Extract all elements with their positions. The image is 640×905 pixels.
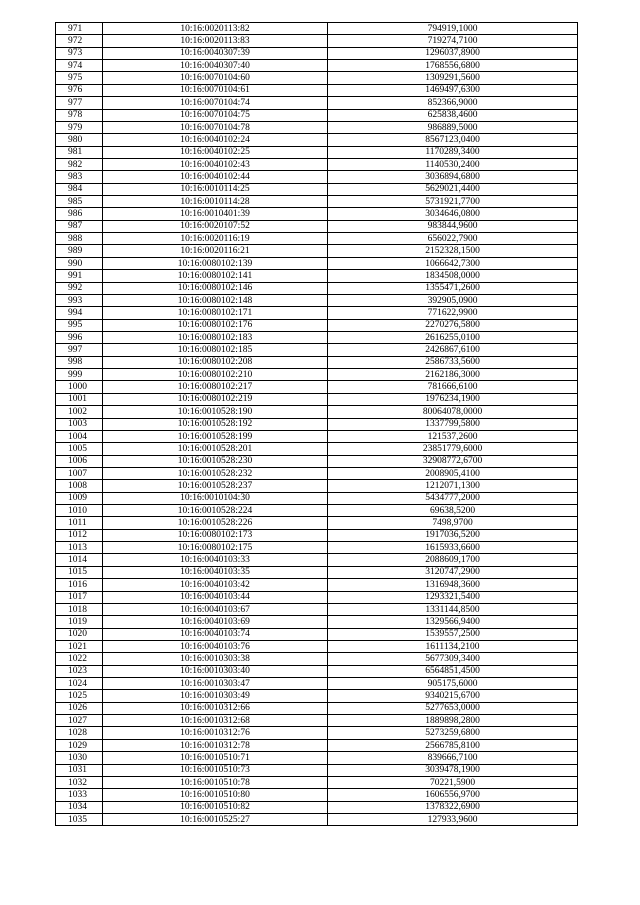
table-row (56, 418, 578, 430)
cadastral-number-cell: 10:16:0010528:232 (103, 467, 328, 479)
table-row (56, 307, 578, 319)
table-row (56, 282, 578, 294)
row-number-cell: 1008 (56, 480, 103, 492)
row-number-cell: 990 (56, 257, 103, 269)
table-row (56, 393, 578, 405)
table-row (56, 789, 578, 801)
cadastral-value-cell: 1337799,5800 (328, 418, 578, 430)
cadastral-number-cell: 10:16:0010303:47 (103, 678, 328, 690)
table-row (56, 715, 578, 727)
cadastral-number-cell: 10:16:0010510:73 (103, 764, 328, 776)
row-number-cell: 1027 (56, 715, 103, 727)
table-row (56, 233, 578, 245)
row-number-cell: 1004 (56, 430, 103, 442)
cadastral-value-cell: 80064078,0000 (328, 406, 578, 418)
table-row (56, 344, 578, 356)
row-number-cell: 981 (56, 146, 103, 158)
table-row (56, 653, 578, 665)
cadastral-value-cell: 1917036,5200 (328, 529, 578, 541)
cadastral-value-cell: 5731921,7700 (328, 196, 578, 208)
cadastral-number-cell: 10:16:0010312:68 (103, 715, 328, 727)
row-number-cell: 989 (56, 245, 103, 257)
cadastral-number-cell: 10:16:0080102:148 (103, 294, 328, 306)
table-row (56, 566, 578, 578)
table-row (56, 616, 578, 628)
table-row (56, 467, 578, 479)
table-row (56, 257, 578, 269)
cadastral-value-cell: 2152328,1500 (328, 245, 578, 257)
cadastral-number-cell: 10:16:0010528:199 (103, 430, 328, 442)
cadastral-number-cell: 10:16:0080102:171 (103, 307, 328, 319)
row-number-cell: 987 (56, 220, 103, 232)
cadastral-number-cell: 10:16:0010303:40 (103, 665, 328, 677)
cadastral-number-cell: 10:16:0040103:33 (103, 554, 328, 566)
table-row (56, 529, 578, 541)
cadastral-number-cell: 10:16:0080102:217 (103, 381, 328, 393)
table-row (56, 628, 578, 640)
cadastral-value-cell: 3036894,6800 (328, 171, 578, 183)
table-row (56, 455, 578, 467)
cadastral-number-cell: 10:16:0010528:230 (103, 455, 328, 467)
cadastral-value-cell: 1296037,8900 (328, 47, 578, 59)
cadastral-number-cell: 10:16:0040102:25 (103, 146, 328, 158)
cadastral-number-cell: 10:16:0040103:35 (103, 566, 328, 578)
cadastral-value-cell: 781666,6100 (328, 381, 578, 393)
row-number-cell: 1006 (56, 455, 103, 467)
table-row (56, 752, 578, 764)
row-number-cell: 1009 (56, 492, 103, 504)
cadastral-value-cell: 1768556,6800 (328, 60, 578, 72)
row-number-cell: 983 (56, 171, 103, 183)
cadastral-value-cell: 127933,9600 (328, 814, 578, 826)
cadastral-value-cell: 7498,9700 (328, 517, 578, 529)
row-number-cell: 1023 (56, 665, 103, 677)
table-row (56, 97, 578, 109)
cadastral-number-cell: 10:16:0010104:30 (103, 492, 328, 504)
table-row (56, 430, 578, 442)
cadastral-number-cell: 10:16:0080102:175 (103, 542, 328, 554)
cadastral-number-cell: 10:16:0020113:82 (103, 23, 328, 35)
row-number-cell: 999 (56, 369, 103, 381)
table-row (56, 443, 578, 455)
row-number-cell: 995 (56, 319, 103, 331)
table-row (56, 801, 578, 813)
row-number-cell: 971 (56, 23, 103, 35)
row-number-cell: 1015 (56, 566, 103, 578)
cadastral-value-cell: 1539557,2500 (328, 628, 578, 640)
cadastral-number-cell: 10:16:0070104:78 (103, 121, 328, 133)
cadastral-number-cell: 10:16:0080102:185 (103, 344, 328, 356)
table-row (56, 270, 578, 282)
cadastral-value-cell: 1066642,7300 (328, 257, 578, 269)
row-number-cell: 1010 (56, 505, 103, 517)
table-row (56, 245, 578, 257)
row-number-cell: 993 (56, 294, 103, 306)
cadastral-number-cell: 10:16:0010312:78 (103, 739, 328, 751)
table-row (56, 690, 578, 702)
row-number-cell: 972 (56, 35, 103, 47)
cadastral-value-cell: 1611134,2100 (328, 640, 578, 652)
cadastral-number-cell: 10:16:0040103:44 (103, 591, 328, 603)
table-row (56, 381, 578, 393)
cadastral-value-cell: 719274,7100 (328, 35, 578, 47)
row-number-cell: 977 (56, 97, 103, 109)
row-number-cell: 1002 (56, 406, 103, 418)
cadastral-number-cell: 10:16:0040102:43 (103, 158, 328, 170)
row-number-cell: 1024 (56, 678, 103, 690)
row-number-cell: 1012 (56, 529, 103, 541)
table-row (56, 665, 578, 677)
cadastral-number-cell: 10:16:0080102:183 (103, 331, 328, 343)
cadastral-value-cell: 2270276,5800 (328, 319, 578, 331)
row-number-cell: 1032 (56, 776, 103, 788)
cadastral-number-cell: 10:16:0010528:192 (103, 418, 328, 430)
table-row (56, 554, 578, 566)
row-number-cell: 998 (56, 356, 103, 368)
cadastral-number-cell: 10:16:0040103:69 (103, 616, 328, 628)
cadastral-value-cell: 2426867,6100 (328, 344, 578, 356)
cadastral-number-cell: 10:16:0020113:83 (103, 35, 328, 47)
cadastral-number-cell: 10:16:0010528:226 (103, 517, 328, 529)
row-number-cell: 1034 (56, 801, 103, 813)
row-number-cell: 1035 (56, 814, 103, 826)
row-number-cell: 1016 (56, 579, 103, 591)
cadastral-value-cell: 392905,0900 (328, 294, 578, 306)
cadastral-number-cell: 10:16:0020116:19 (103, 233, 328, 245)
cadastral-number-cell: 10:16:0010510:80 (103, 789, 328, 801)
cadastral-value-cell: 5677309,3400 (328, 653, 578, 665)
row-number-cell: 1003 (56, 418, 103, 430)
cadastral-number-cell: 10:16:0040103:76 (103, 640, 328, 652)
table-row (56, 146, 578, 158)
cadastral-number-cell: 10:16:0010528:190 (103, 406, 328, 418)
table-row (56, 603, 578, 615)
row-number-cell: 1028 (56, 727, 103, 739)
row-number-cell: 978 (56, 109, 103, 121)
cadastral-number-cell: 10:16:0070104:60 (103, 72, 328, 84)
table-row (56, 579, 578, 591)
cadastral-number-cell: 10:16:0080102:146 (103, 282, 328, 294)
row-number-cell: 1026 (56, 702, 103, 714)
cadastral-value-cell: 121537,2600 (328, 430, 578, 442)
row-number-cell: 1029 (56, 739, 103, 751)
row-number-cell: 974 (56, 60, 103, 72)
table-row (56, 480, 578, 492)
table-row (56, 369, 578, 381)
cadastral-number-cell: 10:16:0080102:210 (103, 369, 328, 381)
cadastral-number-cell: 10:16:0040307:39 (103, 47, 328, 59)
table-row (56, 72, 578, 84)
cadastral-value-cell: 1355471,2600 (328, 282, 578, 294)
row-number-cell: 996 (56, 331, 103, 343)
cadastral-number-cell: 10:16:0010528:237 (103, 480, 328, 492)
row-number-cell: 991 (56, 270, 103, 282)
cadastral-value-cell: 3120747,2900 (328, 566, 578, 578)
row-number-cell: 992 (56, 282, 103, 294)
table-row (56, 702, 578, 714)
row-number-cell: 1022 (56, 653, 103, 665)
cadastral-value-cell: 1170289,3400 (328, 146, 578, 158)
cadastral-number-cell: 10:16:0010303:49 (103, 690, 328, 702)
cadastral-value-cell: 1615933,6600 (328, 542, 578, 554)
cadastral-value-cell: 1309291,5600 (328, 72, 578, 84)
cadastral-value-cell: 5629021,4400 (328, 183, 578, 195)
cadastral-value-cell: 1378322,6900 (328, 801, 578, 813)
cadastral-number-cell: 10:16:0010114:28 (103, 196, 328, 208)
cadastral-value-table (55, 22, 578, 826)
cadastral-value-cell: 2088609,1700 (328, 554, 578, 566)
row-number-cell: 976 (56, 84, 103, 96)
cadastral-value-cell: 2566785,8100 (328, 739, 578, 751)
cadastral-number-cell: 10:16:0080102:176 (103, 319, 328, 331)
cadastral-number-cell: 10:16:0020107:52 (103, 220, 328, 232)
cadastral-value-cell: 5434777,2000 (328, 492, 578, 504)
cadastral-number-cell: 10:16:0010312:66 (103, 702, 328, 714)
table-row (56, 158, 578, 170)
row-number-cell: 1021 (56, 640, 103, 652)
cadastral-number-cell: 10:16:0010510:82 (103, 801, 328, 813)
table-row (56, 739, 578, 751)
row-number-cell: 1011 (56, 517, 103, 529)
cadastral-value-cell: 9340215,6700 (328, 690, 578, 702)
cadastral-number-cell: 10:16:0010510:78 (103, 776, 328, 788)
table-row (56, 678, 578, 690)
cadastral-value-cell: 905175,6000 (328, 678, 578, 690)
cadastral-number-cell: 10:16:0010528:224 (103, 505, 328, 517)
cadastral-value-cell: 656022,7900 (328, 233, 578, 245)
cadastral-value-cell: 6564851,4500 (328, 665, 578, 677)
cadastral-number-cell: 10:16:0070104:74 (103, 97, 328, 109)
row-number-cell: 984 (56, 183, 103, 195)
cadastral-number-cell: 10:16:0010303:38 (103, 653, 328, 665)
cadastral-value-cell: 1316948,3600 (328, 579, 578, 591)
row-number-cell: 1018 (56, 603, 103, 615)
cadastral-number-cell: 10:16:0040307:40 (103, 60, 328, 72)
row-number-cell: 1014 (56, 554, 103, 566)
row-number-cell: 1017 (56, 591, 103, 603)
cadastral-value-cell: 1331144,8500 (328, 603, 578, 615)
table-row (56, 814, 578, 826)
table-row (56, 319, 578, 331)
cadastral-value-cell: 1976234,1900 (328, 393, 578, 405)
table-row (56, 171, 578, 183)
cadastral-value-cell: 2162186,3000 (328, 369, 578, 381)
cadastral-value-cell: 1834508,0000 (328, 270, 578, 282)
cadastral-value-cell: 1212071,1300 (328, 480, 578, 492)
row-number-cell: 1033 (56, 789, 103, 801)
row-number-cell: 980 (56, 134, 103, 146)
table-row (56, 134, 578, 146)
table-row (56, 220, 578, 232)
table-row (56, 517, 578, 529)
cadastral-value-cell: 1140530,2400 (328, 158, 578, 170)
table-row (56, 60, 578, 72)
cadastral-value-cell: 32908772,6700 (328, 455, 578, 467)
cadastral-value-cell: 5277653,0000 (328, 702, 578, 714)
cadastral-value-cell: 839666,7100 (328, 752, 578, 764)
cadastral-number-cell: 10:16:0040103:67 (103, 603, 328, 615)
cadastral-number-cell: 10:16:0080102:141 (103, 270, 328, 282)
cadastral-number-cell: 10:16:0020116:21 (103, 245, 328, 257)
table-row (56, 196, 578, 208)
cadastral-value-cell: 1469497,6300 (328, 84, 578, 96)
cadastral-number-cell: 10:16:0010528:201 (103, 443, 328, 455)
cadastral-value-cell: 1293321,5400 (328, 591, 578, 603)
cadastral-number-cell: 10:16:0010525:27 (103, 814, 328, 826)
row-number-cell: 986 (56, 208, 103, 220)
row-number-cell: 997 (56, 344, 103, 356)
row-number-cell: 1013 (56, 542, 103, 554)
cadastral-value-cell: 986889,5000 (328, 121, 578, 133)
cadastral-number-cell: 10:16:0040102:24 (103, 134, 328, 146)
table-row (56, 331, 578, 343)
table-row (56, 356, 578, 368)
cadastral-value-cell: 3039478,1900 (328, 764, 578, 776)
cadastral-value-cell: 3034646,0800 (328, 208, 578, 220)
cadastral-value-cell: 8567123,0400 (328, 134, 578, 146)
cadastral-number-cell: 10:16:0040103:42 (103, 579, 328, 591)
cadastral-value-cell: 794919,1000 (328, 23, 578, 35)
cadastral-value-cell: 69638,5200 (328, 505, 578, 517)
cadastral-value-cell: 2586733,5600 (328, 356, 578, 368)
table-row (56, 109, 578, 121)
row-number-cell: 1007 (56, 467, 103, 479)
table-row (56, 294, 578, 306)
cadastral-value-cell: 1329566,9400 (328, 616, 578, 628)
row-number-cell: 988 (56, 233, 103, 245)
table-row (56, 591, 578, 603)
cadastral-value-cell: 1606556,9700 (328, 789, 578, 801)
table-row (56, 727, 578, 739)
table-row (56, 542, 578, 554)
table-row (56, 84, 578, 96)
table-row (56, 776, 578, 788)
cadastral-value-cell: 771622,9900 (328, 307, 578, 319)
cadastral-number-cell: 10:16:0010401:39 (103, 208, 328, 220)
table-row (56, 764, 578, 776)
row-number-cell: 1005 (56, 443, 103, 455)
table-row (56, 183, 578, 195)
row-number-cell: 973 (56, 47, 103, 59)
table-row (56, 505, 578, 517)
row-number-cell: 1000 (56, 381, 103, 393)
cadastral-value-cell: 983844,9600 (328, 220, 578, 232)
row-number-cell: 982 (56, 158, 103, 170)
row-number-cell: 979 (56, 121, 103, 133)
table-row (56, 406, 578, 418)
cadastral-number-cell: 10:16:0080102:208 (103, 356, 328, 368)
row-number-cell: 985 (56, 196, 103, 208)
cadastral-value-cell: 625838,4600 (328, 109, 578, 121)
cadastral-value-cell: 2008905,4100 (328, 467, 578, 479)
cadastral-number-cell: 10:16:0080102:173 (103, 529, 328, 541)
cadastral-number-cell: 10:16:0040103:74 (103, 628, 328, 640)
cadastral-value-cell: 1889898,2800 (328, 715, 578, 727)
cadastral-number-cell: 10:16:0070104:75 (103, 109, 328, 121)
cadastral-number-cell: 10:16:0070104:61 (103, 84, 328, 96)
row-number-cell: 1001 (56, 393, 103, 405)
cadastral-number-cell: 10:16:0040102:44 (103, 171, 328, 183)
row-number-cell: 1031 (56, 764, 103, 776)
row-number-cell: 994 (56, 307, 103, 319)
table-row (56, 208, 578, 220)
cadastral-value-cell: 2616255,0100 (328, 331, 578, 343)
cadastral-value-cell: 23851779,6000 (328, 443, 578, 455)
cadastral-number-cell: 10:16:0010312:76 (103, 727, 328, 739)
row-number-cell: 1030 (56, 752, 103, 764)
cadastral-value-cell: 852366,9000 (328, 97, 578, 109)
table-body (56, 23, 578, 826)
cadastral-number-cell: 10:16:0080102:139 (103, 257, 328, 269)
cadastral-value-cell: 5273259,6800 (328, 727, 578, 739)
table-row (56, 492, 578, 504)
table-row (56, 47, 578, 59)
row-number-cell: 1020 (56, 628, 103, 640)
table-row (56, 23, 578, 35)
row-number-cell: 1025 (56, 690, 103, 702)
table-row (56, 640, 578, 652)
cadastral-number-cell: 10:16:0080102:219 (103, 393, 328, 405)
cadastral-value-cell: 70221,5900 (328, 776, 578, 788)
row-number-cell: 1019 (56, 616, 103, 628)
cadastral-number-cell: 10:16:0010510:71 (103, 752, 328, 764)
table-row (56, 121, 578, 133)
cadastral-number-cell: 10:16:0010114:25 (103, 183, 328, 195)
table-row (56, 35, 578, 47)
row-number-cell: 975 (56, 72, 103, 84)
